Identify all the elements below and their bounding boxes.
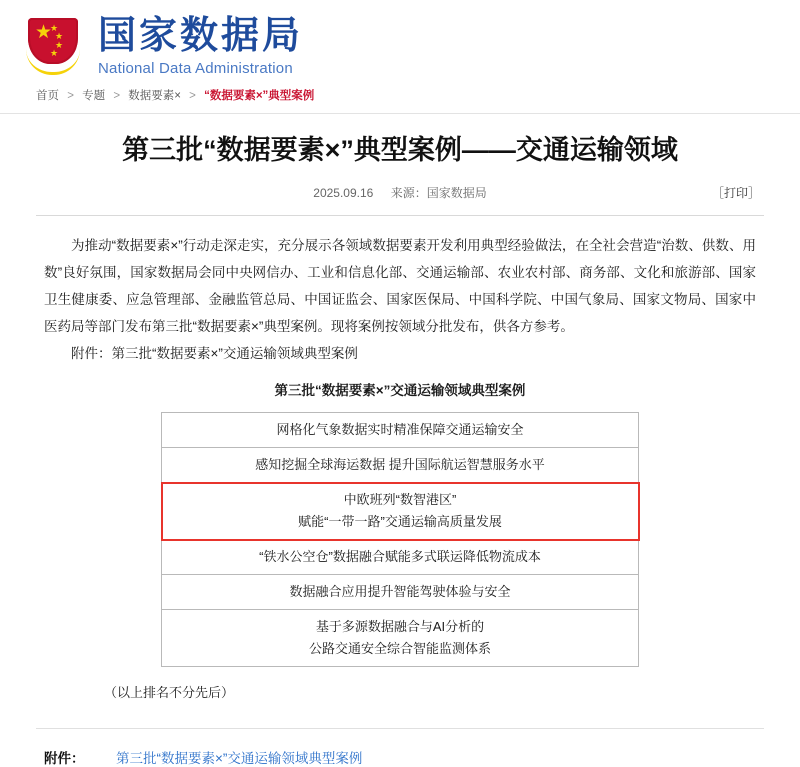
case-item-3-line1: 中欧班列“数智港区”: [343, 492, 457, 507]
case-item-5: 数据融合应用提升智能驾驶体验与安全: [162, 575, 639, 610]
case-item-6-line2: 公路交通安全综合智能监测体系: [308, 641, 491, 656]
breadcrumb-separator: >: [189, 90, 196, 102]
article-body: [0, 216, 800, 706]
table-row-highlighted[interactable]: [162, 483, 639, 540]
table-row[interactable]: [162, 610, 639, 667]
case-item-6-line1: 基于多源数据融合与AI分析的: [315, 619, 485, 634]
breadcrumb-item-topic[interactable]: 专题: [82, 90, 106, 102]
breadcrumb-item-data-element[interactable]: 数据要素×: [128, 90, 181, 102]
case-table: [161, 412, 639, 667]
title-block: [0, 114, 800, 201]
case-item-6: [162, 610, 639, 667]
source-label: 来源：国家数据局: [390, 186, 487, 200]
breadcrumb-item-current: “数据要素×”典型案例: [204, 90, 315, 102]
case-item-2: 感知挖掘全球海运数据 提升国际航运智慧服务水平: [162, 448, 639, 483]
table-row[interactable]: [162, 575, 639, 610]
case-item-3: [162, 483, 639, 540]
table-row[interactable]: [162, 540, 639, 575]
table-row[interactable]: [162, 413, 639, 448]
case-table-title: 第三批“数据要素×”交通运输领域典型案例: [274, 383, 526, 398]
case-item-1: 网格化气象数据实时精准保障交通运输安全: [162, 413, 639, 448]
brand-title-en: National Data Administration: [98, 60, 293, 77]
attachment-link[interactable]: 第三批“数据要素×”交通运输领域典型案例: [116, 751, 363, 766]
breadcrumb-separator: >: [113, 90, 121, 102]
breadcrumb: [0, 77, 800, 114]
breadcrumb-separator: >: [67, 90, 74, 102]
page-title: 第三批“数据要素×”典型案例——交通运输领域: [122, 135, 678, 165]
print-button[interactable]: ［打印］: [711, 186, 760, 200]
national-emblem-icon: ★ ★ ★ ★ ★: [22, 14, 84, 76]
site-header: [0, 0, 800, 77]
table-note: （以上排名不分先后）: [104, 685, 235, 700]
case-item-3-line2: 赋能“一带一路”交通运输高质量发展: [298, 514, 502, 529]
brand-title-cn: 国家数据局: [98, 15, 304, 57]
article-attachment-line: 附件：第三批“数据要素×”交通运输领域典型案例: [71, 346, 358, 361]
table-row[interactable]: [162, 448, 639, 483]
publish-date: 2025.09.16: [313, 186, 374, 200]
document-meta: [40, 184, 760, 201]
article-paragraph-1: 为推动“数据要素×”行动走深走实，充分展示各领域数据要素开发利用典型经验做法，在全社会营造“治数、供数、用数”良好氛围，国家数据局会同中央网信办、工业和信息化部、交通运输部、农业农村部、商务部、文化和旅游部、国家卫生健康委、应急管理部、金融监管总局、中国证监会、国家医保局、中国科学院、中国气象局、国家文物局、国家中医药局等部门发布第三批“数据要素×”典型案例。现将案例按领域分批发布，供各方参考。: [44, 238, 756, 334]
breadcrumb-item-home[interactable]: 首页: [36, 90, 59, 102]
attachment-section: [36, 728, 764, 767]
attachment-label: 附件：: [44, 751, 85, 766]
case-item-4: “铁水公空仓”数据融合赋能多式联运降低物流成本: [162, 540, 639, 575]
brand: [98, 12, 303, 77]
